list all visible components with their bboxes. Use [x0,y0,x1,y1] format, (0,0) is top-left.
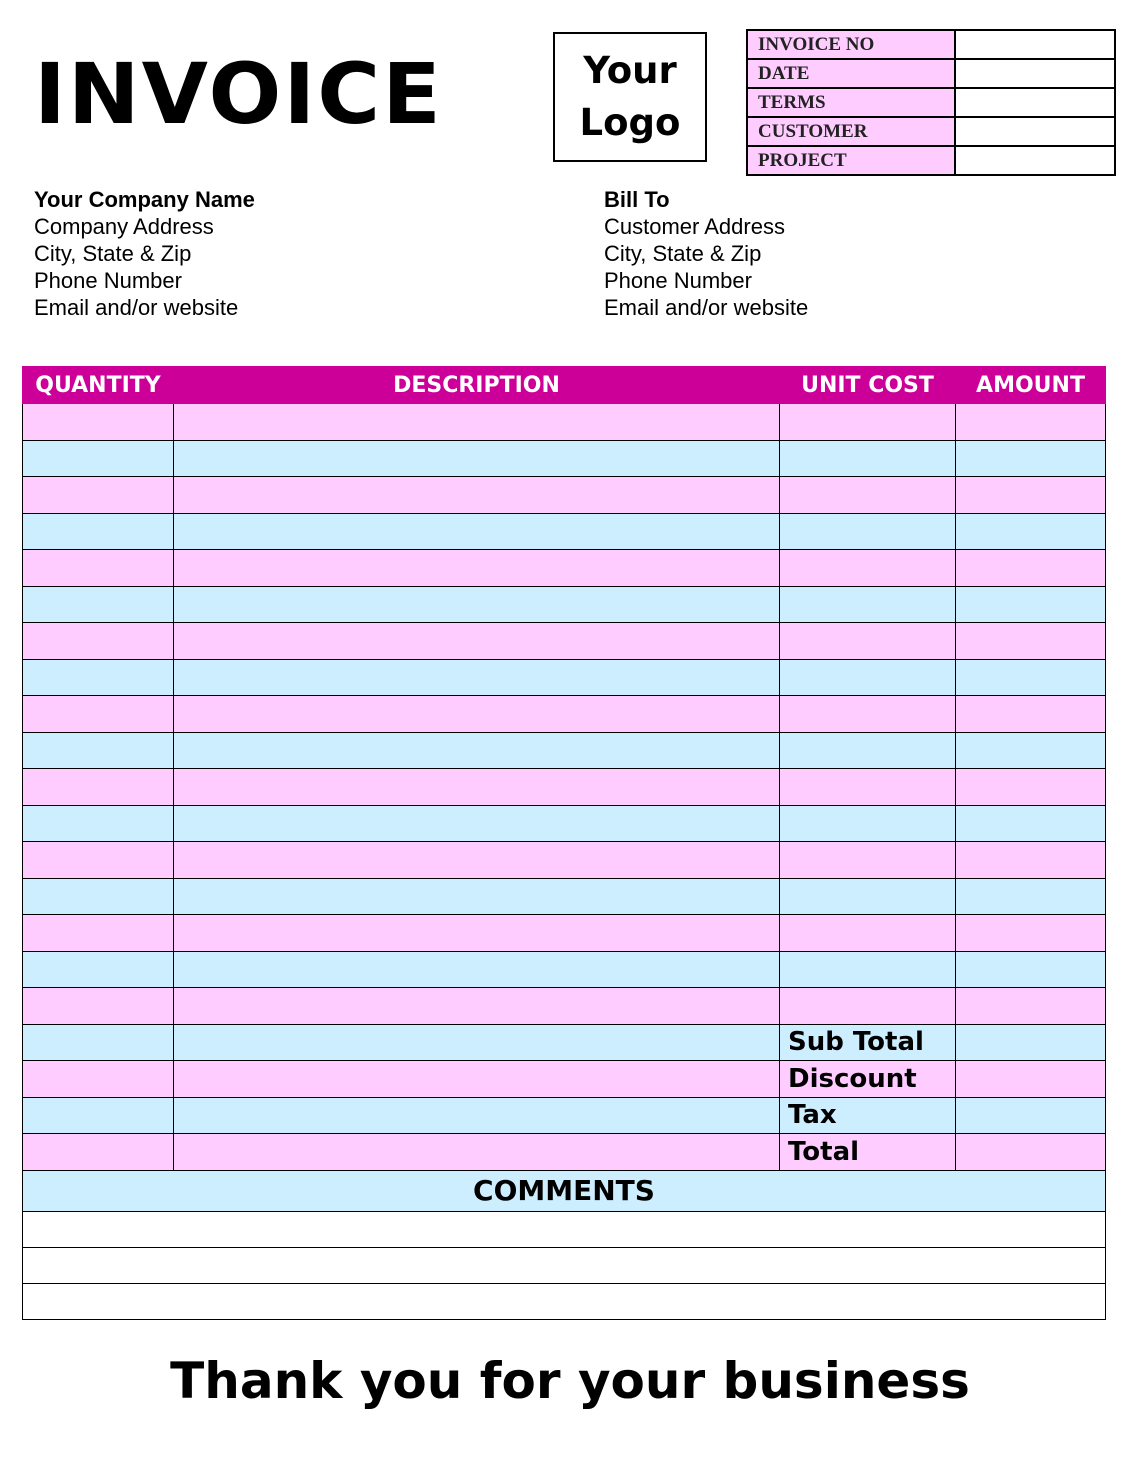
table-row [23,842,1106,879]
total-row [23,1134,1106,1171]
header-unit-cost: UNIT COST [780,367,956,404]
cell-unit-cost[interactable] [780,550,956,587]
comments-header-row [23,1170,1106,1211]
table-row [23,659,1106,696]
cell-amount[interactable] [956,513,1106,550]
table-row [23,878,1106,915]
cell-quantity[interactable] [23,1061,174,1098]
subtotal-value[interactable] [956,1024,1106,1061]
cell-unit-cost[interactable] [780,769,956,806]
cell-quantity[interactable] [23,586,174,623]
cell-unit-cost[interactable] [780,477,956,514]
cell-quantity[interactable] [23,404,174,441]
logo-line-1: Your [583,49,677,93]
cell-amount[interactable] [956,477,1106,514]
comment-field[interactable] [23,1211,1106,1247]
table-row [23,477,1106,514]
company-email: Email and/or website [34,295,239,320]
table-row [23,440,1106,477]
cell-description[interactable] [174,732,780,769]
cell-quantity[interactable] [23,732,174,769]
comment-line [23,1211,1106,1247]
cell-unit-cost[interactable] [780,842,956,879]
cell-description[interactable] [174,915,780,952]
customer-address: Customer Address [604,214,785,239]
cell-description[interactable] [174,550,780,587]
discount-label: Discount [780,1061,956,1098]
cell-unit-cost[interactable] [780,404,956,441]
cell-description[interactable] [174,878,780,915]
table-row [23,513,1106,550]
cell-description[interactable] [174,659,780,696]
cell-description[interactable] [174,477,780,514]
customer-phone: Phone Number [604,268,752,293]
tax-label: Tax [780,1097,956,1134]
table-row [23,805,1106,842]
cell-description[interactable] [174,696,780,733]
customer-email: Email and/or website [604,295,809,320]
customer-city: City, State & Zip [604,241,762,266]
meta-value-customer[interactable] [955,117,1115,146]
subtotal-row [23,1024,1106,1061]
cell-unit-cost[interactable] [780,513,956,550]
cell-quantity[interactable] [23,550,174,587]
total-value[interactable] [956,1134,1106,1171]
cell-description[interactable] [174,842,780,879]
discount-row [23,1061,1106,1098]
cell-amount[interactable] [956,769,1106,806]
company-city: City, State & Zip [34,241,192,266]
cell-amount[interactable] [956,915,1106,952]
header-amount: AMOUNT [956,367,1106,404]
invoice-meta-table [746,29,1116,176]
company-address: Company Address [34,214,214,239]
cell-amount[interactable] [956,988,1106,1025]
table-row [23,915,1106,952]
cell-amount[interactable] [956,550,1106,587]
line-items-table [22,366,1106,1320]
cell-amount[interactable] [956,404,1106,441]
line-items-body [23,404,1106,1025]
cell-description[interactable] [174,513,780,550]
cell-quantity[interactable] [23,696,174,733]
bill-to-info [604,186,808,321]
cell-amount[interactable] [956,878,1106,915]
cell-quantity[interactable] [23,440,174,477]
cell-amount[interactable] [956,659,1106,696]
meta-label-date: DATE [747,59,955,88]
cell-quantity[interactable] [23,623,174,660]
cell-quantity[interactable] [23,1097,174,1134]
cell-description[interactable] [174,440,780,477]
company-info [34,186,255,321]
cell-unit-cost[interactable] [780,586,956,623]
comment-field[interactable] [23,1283,1106,1319]
invoice-title: INVOICE [34,45,443,143]
cell-quantity[interactable] [23,513,174,550]
meta-label-customer: CUSTOMER [747,117,955,146]
tax-value[interactable] [956,1097,1106,1134]
cell-amount[interactable] [956,696,1106,733]
table-row [23,988,1106,1025]
cell-unit-cost[interactable] [780,659,956,696]
header-quantity: QUANTITY [23,367,174,404]
cell-quantity[interactable] [23,1134,174,1171]
cell-quantity[interactable] [23,878,174,915]
table-row [23,951,1106,988]
table-row [23,586,1106,623]
subtotal-label: Sub Total [780,1024,956,1061]
cell-quantity[interactable] [23,1024,174,1061]
comment-field[interactable] [23,1247,1106,1283]
cell-quantity[interactable] [23,842,174,879]
cell-amount[interactable] [956,586,1106,623]
cell-description[interactable] [174,623,780,660]
logo-placeholder [553,32,707,162]
meta-label-project: PROJECT [747,146,955,175]
company-phone: Phone Number [34,268,182,293]
cell-amount[interactable] [956,732,1106,769]
cell-description[interactable] [174,1024,780,1061]
cell-quantity[interactable] [23,951,174,988]
meta-label-invoice-no: INVOICE NO [747,30,955,59]
cell-amount[interactable] [956,805,1106,842]
tax-row [23,1097,1106,1134]
cell-quantity[interactable] [23,659,174,696]
meta-label-terms: TERMS [747,88,955,117]
cell-description[interactable] [174,1134,780,1171]
cell-unit-cost[interactable] [780,878,956,915]
cell-description[interactable] [174,586,780,623]
meta-value-date[interactable] [955,59,1115,88]
table-row [23,769,1106,806]
thank-you-message: Thank you for your business [170,1352,970,1410]
company-name: Your Company Name [34,187,255,212]
cell-description[interactable] [174,951,780,988]
table-row [23,550,1106,587]
cell-unit-cost[interactable] [780,915,956,952]
cell-amount[interactable] [956,440,1106,477]
cell-description[interactable] [174,404,780,441]
comment-line [23,1247,1106,1283]
meta-value-terms[interactable] [955,88,1115,117]
cell-quantity[interactable] [23,988,174,1025]
cell-description[interactable] [174,805,780,842]
cell-unit-cost[interactable] [780,623,956,660]
cell-quantity[interactable] [23,769,174,806]
header-description: DESCRIPTION [174,367,780,404]
total-label: Total [780,1134,956,1171]
comment-line [23,1283,1106,1319]
cell-quantity[interactable] [23,915,174,952]
cell-unit-cost[interactable] [780,988,956,1025]
meta-value-project[interactable] [955,146,1115,175]
cell-unit-cost[interactable] [780,732,956,769]
table-row [23,732,1106,769]
cell-quantity[interactable] [23,477,174,514]
cell-unit-cost[interactable] [780,951,956,988]
meta-value-invoice-no[interactable] [955,30,1115,59]
cell-amount[interactable] [956,623,1106,660]
table-row [23,696,1106,733]
cell-description[interactable] [174,769,780,806]
bill-to-heading: Bill To [604,187,670,212]
cell-amount[interactable] [956,951,1106,988]
table-row [23,623,1106,660]
table-row [23,404,1106,441]
cell-description[interactable] [174,1061,780,1098]
logo-line-2: Logo [579,101,681,144]
cell-description[interactable] [174,1097,780,1134]
cell-quantity[interactable] [23,805,174,842]
cell-unit-cost[interactable] [780,805,956,842]
cell-amount[interactable] [956,842,1106,879]
table-header-row [23,367,1106,404]
cell-description[interactable] [174,988,780,1025]
cell-unit-cost[interactable] [780,696,956,733]
comments-heading: COMMENTS [23,1170,1106,1211]
cell-unit-cost[interactable] [780,440,956,477]
discount-value[interactable] [956,1061,1106,1098]
